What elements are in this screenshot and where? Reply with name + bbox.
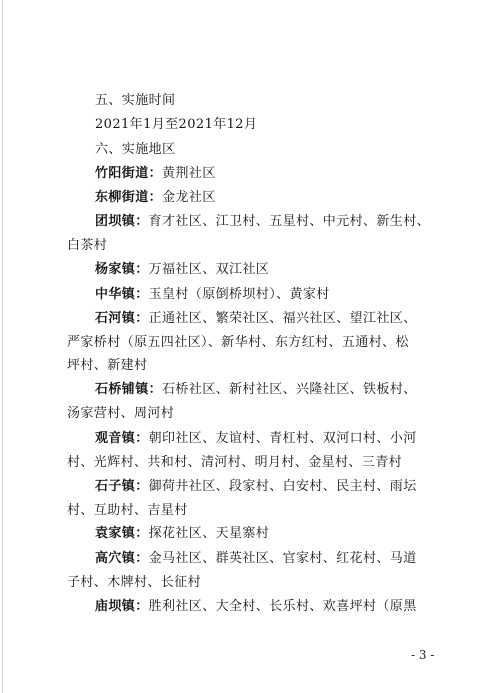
area-text: 子村、木牌村、长征村	[67, 575, 202, 590]
area-line	[95, 287, 330, 303]
area-text: 正通社区、繁荣社区、福兴社区、望江社区、	[148, 311, 417, 326]
area-label: 观音镇：	[95, 431, 149, 446]
area-text: 坪村、新建村	[67, 358, 148, 373]
area-label: 竹阳街道：	[95, 166, 163, 181]
area-label: 庙坝镇：	[95, 599, 149, 614]
area-line	[67, 358, 147, 374]
area-line	[95, 431, 417, 447]
area-text: 育才社区、江卫村、五星村、中元村、新生村、	[148, 214, 431, 229]
area-line	[95, 382, 417, 398]
area-label: 袁家镇：	[95, 526, 149, 541]
area-text: 胜利社区、大全村、长乐村、欢喜坪村（原黑	[148, 599, 417, 614]
area-text: 严家桥村（原五四社区）、新华村、东方红村、五通村、松	[67, 335, 409, 350]
area-text: 石桥社区、新村社区、兴隆社区、铁板村、	[162, 382, 417, 397]
area-line	[95, 262, 269, 278]
page-number: - 3 -	[411, 648, 435, 662]
area-line	[95, 190, 216, 206]
area-text: 黄荆社区	[162, 166, 216, 181]
area-label: 石河镇：	[95, 311, 149, 326]
area-line	[95, 214, 430, 230]
area-text: 金龙社区	[162, 190, 216, 205]
area-text: 白茶村	[67, 238, 108, 253]
area-line	[67, 335, 409, 351]
area-label: 石子镇：	[95, 479, 149, 494]
area-label: 高穴镇：	[95, 551, 149, 566]
area-text: 朝印社区、友谊村、青杠村、双河口村、小河	[148, 431, 417, 446]
area-text: 万福社区、双江社区	[148, 262, 270, 277]
area-text: 探花社区、天星寨村	[148, 526, 270, 541]
area-line	[95, 479, 417, 495]
area-line	[67, 455, 402, 471]
area-line	[67, 406, 174, 422]
area-text: 村、光辉村、共和村、清河村、明月村、金星村、三青村	[67, 455, 403, 470]
area-line	[95, 311, 417, 327]
area-line	[67, 575, 201, 591]
area-text: 村、互助村、吉星村	[67, 503, 188, 518]
area-line	[95, 551, 417, 567]
section-six-heading: 六、实施地区	[95, 142, 176, 157]
area-text: 汤家营村、周河村	[67, 406, 175, 421]
area-text: 玉皇村（原倒桥坝村）、黄家村	[148, 287, 330, 302]
area-label: 东柳街道：	[95, 190, 163, 205]
area-line	[67, 503, 188, 519]
page-edge	[2, 0, 3, 693]
area-line	[95, 599, 417, 615]
area-label: 石桥铺镇：	[95, 382, 163, 397]
area-label: 团坝镇：	[95, 214, 149, 229]
area-label: 中华镇：	[95, 287, 149, 302]
implementation-period: 2021年1月至2021年12月	[95, 117, 258, 132]
area-line	[95, 526, 269, 542]
section-five-heading: 五、实施时间	[95, 93, 176, 108]
area-text: 御荷井社区、段家村、白安村、民主村、雨坛	[148, 479, 417, 494]
area-line	[67, 238, 107, 254]
area-text: 金马社区、群英社区、官家村、红花村、马道	[148, 551, 417, 566]
area-label: 杨家镇：	[95, 262, 149, 277]
area-line	[95, 166, 216, 182]
